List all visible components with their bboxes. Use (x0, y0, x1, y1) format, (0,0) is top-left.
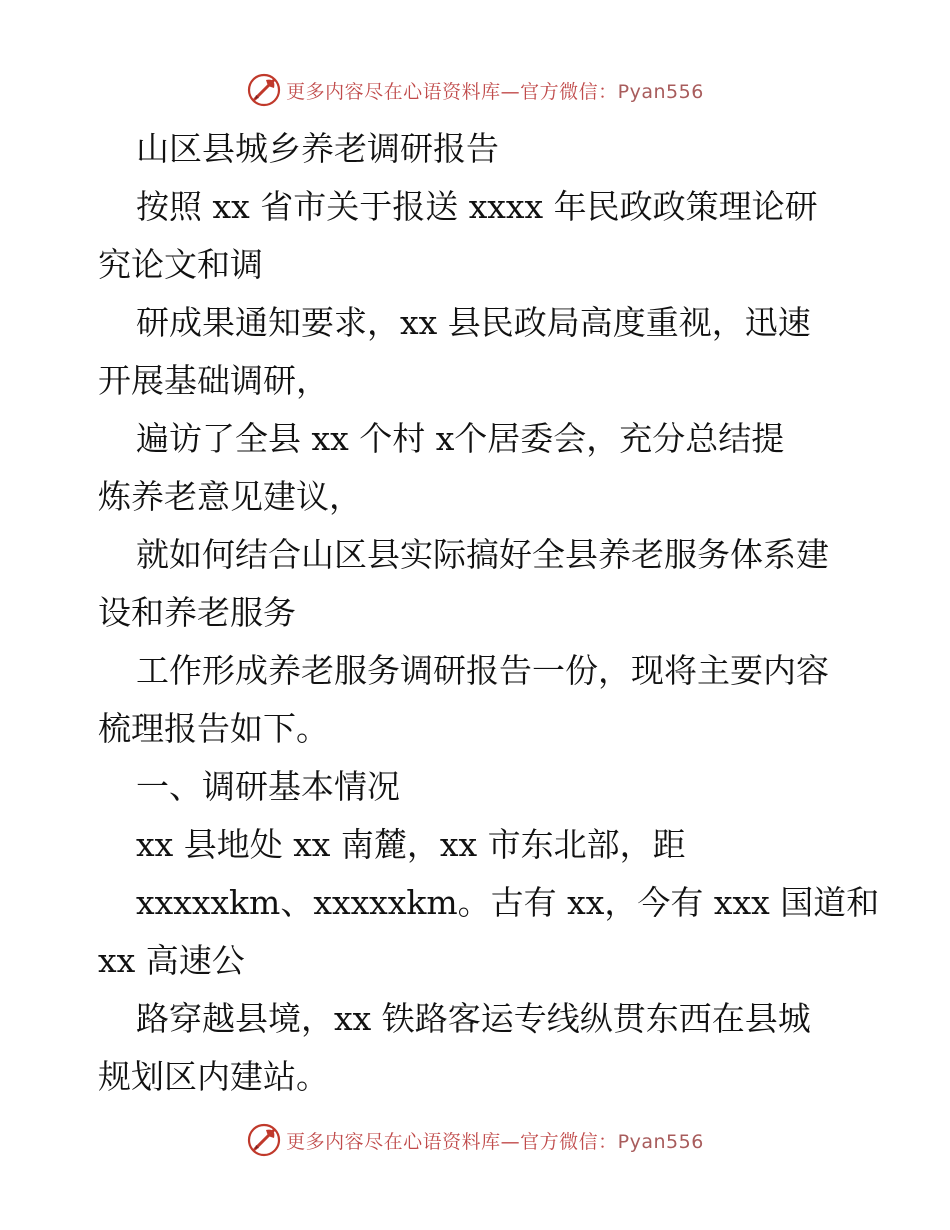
watermark-text: 更多内容尽在心语资料库—官方微信：Pyan556 (286, 1130, 704, 1153)
wechat-id: Pyan556 (617, 1130, 704, 1153)
text-line: 设和养老服务 (98, 593, 296, 632)
text-line: 遍访了全县 xx 个村 x个居委会，充分总结提 (136, 419, 785, 458)
text-line: 就如何结合山区县实际搞好全县养老服务体系建 (136, 535, 829, 574)
quill-logo-icon (246, 1122, 282, 1158)
quill-logo-icon (246, 72, 282, 108)
text-line: 规划区内建站。 (98, 1057, 329, 1096)
text-line: 路穿越县境，xx 铁路客运专线纵贯东西在县城 (136, 999, 811, 1038)
text-line: 山区县城乡养老调研报告 (136, 129, 499, 168)
text-line: 研成果通知要求，xx 县民政局高度重视，迅速 (136, 303, 811, 342)
watermark-text: 更多内容尽在心语资料库—官方微信：Pyan556 (286, 80, 704, 103)
text-line: 工作形成养老服务调研报告一份，现将主要内容 (136, 651, 829, 690)
text-line: xx 高速公 (98, 941, 245, 980)
wechat-id: Pyan556 (617, 80, 704, 103)
watermark-header (0, 70, 950, 110)
text-line: 按照 xx 省市关于报送 xxxx 年民政政策理论研 (136, 187, 818, 226)
document-body (98, 120, 880, 1106)
text-line: 究论文和调 (98, 245, 263, 284)
text-line: 梳理报告如下。 (98, 709, 329, 748)
text-line: 开展基础调研， (98, 361, 329, 400)
text-line: 一、调研基本情况 (136, 767, 400, 806)
text-line: 炼养老意见建议， (98, 477, 362, 516)
text-line: xx 县地处 xx 南麓，xx 市东北部，距 (136, 825, 686, 864)
watermark-footer (0, 1120, 950, 1160)
text-line: xxxxxkm、xxxxxkm。古有 xx，今有 xxx 国道和 (136, 883, 880, 922)
